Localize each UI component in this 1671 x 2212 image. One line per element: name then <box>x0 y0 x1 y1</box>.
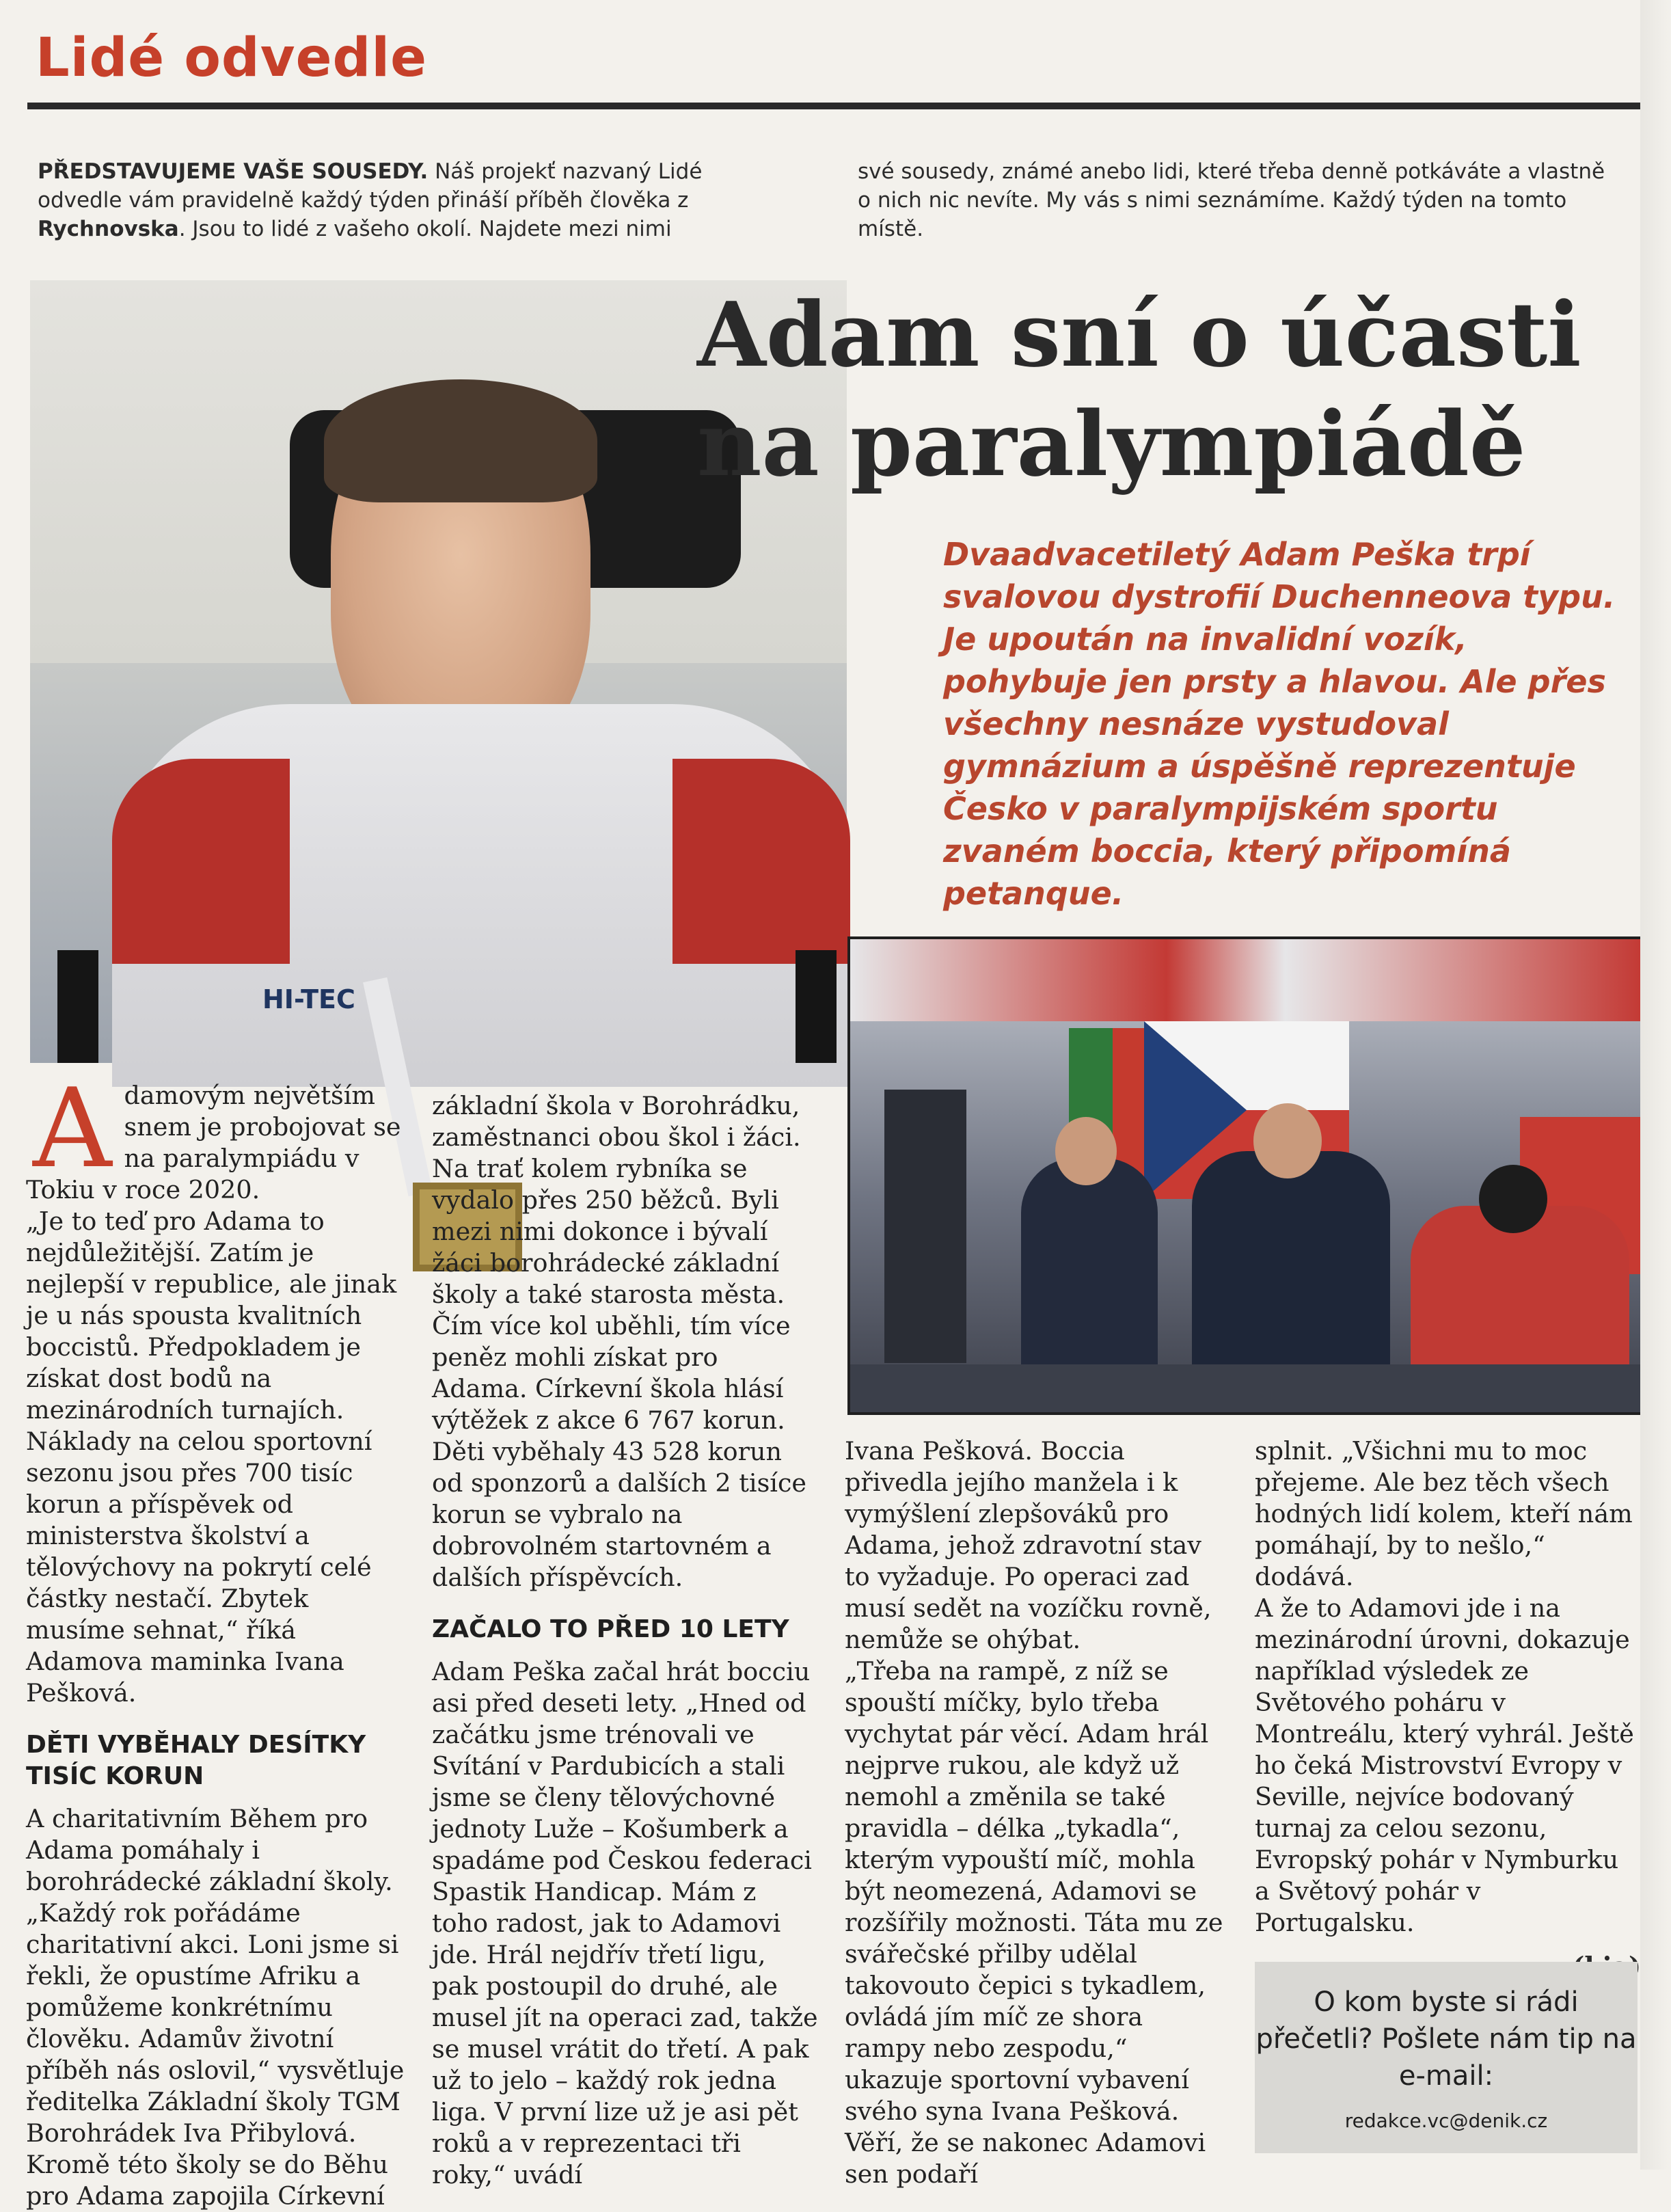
paragraph-5: základní škola v Borohrádku, zaměstnanci obou škol i žáci. Na trať kolem rybníka se vydalo přes 250 běžců. Byli mezi nimi dokonce i bývalí žáci borohrádecké základní školy a také starosta města. Čím více kol uběhli, tím více peněz mohli získat pro Adama. Církevní škola hlásí výtěžek z akce 6 767 korun. Děti vyběhaly 43 528 korun od sponzorů a dalších 2 tisíce korun se vybralo na dobrovolném startovném a dalších příspěvcích. <box>432 1091 807 1592</box>
intro-text-1: Náš projekť nazvaný Lidé odvedle vám pravidelně každý týden přináší příběh člověka z <box>38 159 703 213</box>
column-1 <box>26 1064 412 2212</box>
photo-floor <box>850 1364 1641 1412</box>
athlete-right-head <box>1479 1165 1547 1233</box>
shirt-red-panel-left <box>112 759 290 964</box>
paragraph-2: „Je to teď pro Adama to nejdůležitější. Zatím je nejlepší v republice, ale jinak je u nás spousta kvalitních boccistů. Předpokladem je získat dost bodů na mezinárodních turnajích. Náklady na celou sportovní sezonu jsou přes 700 tisíc korun a příspěvek od ministerstva školství a tělovýchovy na pokrytí celé částky nestačí. Zbytek musíme sehnat,“ říká Adamova maminka Ivana Pešková. <box>26 1206 397 1708</box>
intro-text-2: . Jsou to lidé z vašeho okolí. Najdete mezi nimi <box>178 217 672 241</box>
column-2 <box>432 1090 818 2191</box>
paragraph-1 <box>26 1064 412 1206</box>
section-rule <box>27 103 1653 109</box>
intro-lead: PŘEDSTAVUJEME VAŠE SOUSEDY. <box>38 159 429 184</box>
athlete-center-head <box>1253 1103 1322 1178</box>
paragraph-3: A charitativním Během pro Adama pomáhaly i borohrádecké základní školy. „Každý rok pořádáme charitativní akci. Loni jsme si řekli, že opustíme Afriku a pomůžeme konkrétnímu člověku. Adamův životní příběh nás oslovil,“ vysvětluje ředitelka Základní školy TGM Borohrádek Iva Přibylová. <box>26 1804 405 2148</box>
paragraph-6: Adam Peška začal hrát bocciu asi před deseti lety. „Hned od začátku jsme trénovali ve Svítání v Pardubicích a stali jsme se členy tělovýchovné jednoty Luže – Košumberk a spadáme pod Českou federaci Spastik Handicap. Mám z toho radost, jak to Adamovi jde. Hrál nejdřív třetí ligu, pak postoupil do druhé, ale musel jít na operaci zad, takže se musel vrátit do třetí. A pak už to jelo – každý rok jedna liga. V první lize už je asi pět roků a v reprezentaci tři roky,“ uvádí <box>432 1657 818 2189</box>
tip-email[interactable]: redakce.vc@denik.cz <box>1344 2109 1548 2132</box>
article-headline: Adam sní o účasti na paralympiádě <box>697 282 1581 496</box>
intro-right: své sousedy, známé anebo lidi, které třeba denně potkáváte a vlastně o nich nic nevíte. My vás s nimi seznámíme. Každý týden na tomto místě. <box>858 159 1605 241</box>
tip-box <box>1255 1962 1638 2153</box>
article-perex: Dvaadvacetiletý Adam Peška trpí svalovou dystrofií Duchenneova typu. Je upoután na invalidní vozík, pohybuje jen prsty a hlavou. Ale přes všechny nesnáze vystudoval gymnázium a úspěšně reprezentuje Česko v paralympijském sportu zvaném boccia, který připomíná petanque. <box>943 536 1616 912</box>
paragraph-8: „Třeba na rampě, z níž se spouští míčky, bylo třeba vychytat pár věcí. Adam hrál nejprve rukou, ale když už nemohl a změnila se také pravidla – délka „tykadla“, kterým vypouští míč, mohla být neomezená, Adamovi se rozšířily možnosti. Táta mu ze svářečské přilby udělal takovouto čepici s tykadlem, ovládá jím míč ze shora rampy nebo zespodu,“ ukazuje sportovní vybavení svého syna Ivana Pešková. Věří, že se nakonec Adamovi sen podaří <box>845 1656 1223 2189</box>
paragraph-7: Ivana Pešková. Boccia přivedla jejího manžela i k vymýšlení zlepšováků pro Adama, jehož zdravotní stav to vyžaduje. Po operaci zad musí sedět na vozíčku rovně, nemůže se ohýbat. <box>845 1436 1212 1654</box>
athlete-left <box>1021 1158 1158 1390</box>
tip-question: O kom byste si rádi přečetli? Pošlete nám tip na e-mail: <box>1255 1986 1637 2092</box>
subhead-1: DĚTI VYBĚHALY DESÍTKY TISÍC KORUN <box>26 1731 366 1790</box>
paragraph-4: Kromě této školy se do Běhu pro Adama zapojila Církevní <box>26 2150 389 2211</box>
subhead-2: ZAČALO TO PŘED 10 LETY <box>432 1615 789 1643</box>
ceremony-photo <box>847 936 1644 1415</box>
podium <box>884 1090 966 1363</box>
intro-region: Rychnovska <box>38 217 179 241</box>
shirt-brand-logo: HI-TEC <box>262 984 355 1014</box>
column-3 <box>845 1435 1231 2190</box>
portrait-hair <box>324 379 597 502</box>
dropcap: A <box>33 1064 112 1192</box>
paragraph-9: splnit. „Všichni mu to moc přejeme. Ale bez těch všech hodných lidí kolem, kteří nám pomáhají, by to nešlo,“ dodává. <box>1255 1436 1633 1591</box>
photo-banner <box>850 939 1641 1021</box>
athlete-center <box>1192 1151 1390 1397</box>
paragraph-1-text: damovým největším snem je probojovat se na paralympiádu v Tokiu v roce 2020. <box>26 1081 401 1204</box>
page-edge <box>1640 0 1671 2170</box>
paragraph-10: A že to Adamovi jde i na mezinárodní úrovni, dokazuje například výsledek ze Světového poháru v Montreálu, který vyhrál. Ještě ho čeká Mistrovství Evropy v Seville, nejvíce bodovaný turnaj za celou sezonu, Evropský pohár v Nymburku a Světový pohár v Portugalsku. <box>1255 1593 1634 1937</box>
section-title: Lidé odvedle <box>36 27 427 89</box>
shirt-red-panel-right <box>673 759 850 964</box>
athlete-left-head <box>1055 1117 1117 1185</box>
column-4 <box>1255 1435 1641 1987</box>
intro-left <box>38 157 789 243</box>
wheelchair-frame-left <box>57 950 98 1063</box>
wheelchair-frame-right <box>796 950 837 1063</box>
